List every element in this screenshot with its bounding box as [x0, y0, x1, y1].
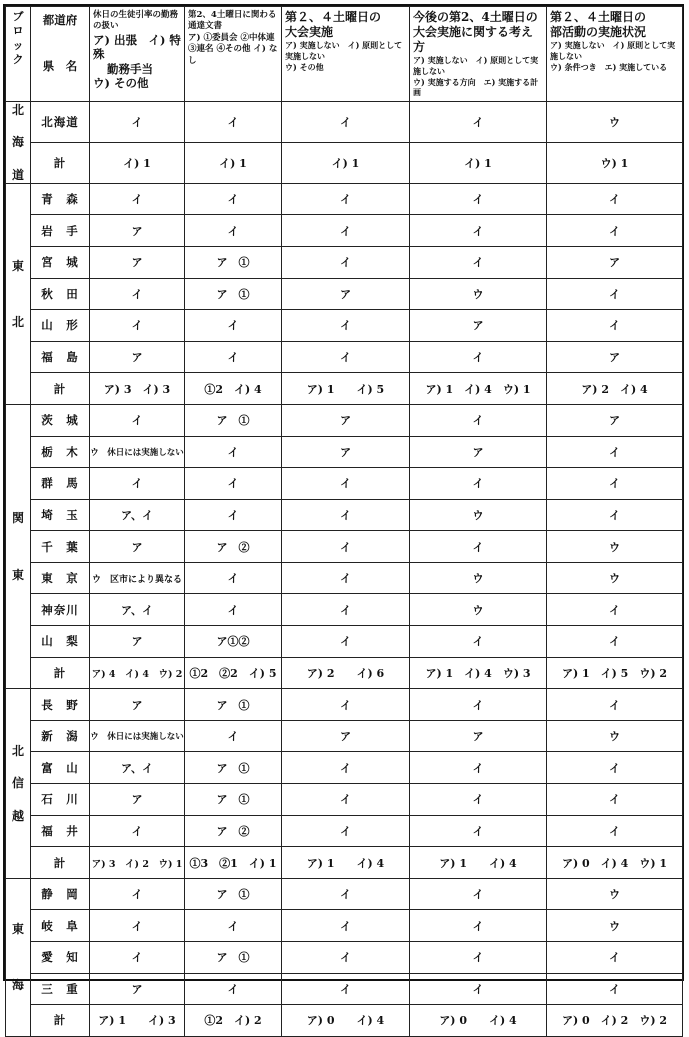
cell-c2: ア①②: [185, 626, 282, 658]
cell-c4: イ: [410, 815, 547, 847]
cell-c3: イ: [282, 183, 410, 215]
cell-c4: ア: [410, 310, 547, 342]
prefecture-name: 埼 玉: [31, 499, 90, 531]
cell-c1: ア: [90, 784, 185, 816]
table-row: [6, 278, 683, 310]
prefecture-name: 秋 田: [31, 278, 90, 310]
cell-c1: イ: [90, 404, 185, 436]
block-name-cell: [6, 404, 31, 688]
prefecture-name: 新 潟: [31, 720, 90, 752]
block-name-char: 東: [11, 922, 24, 937]
cell-c1: ア: [90, 626, 185, 658]
table-row: [6, 626, 683, 658]
cell-c2: ア ①: [185, 878, 282, 910]
cell-c2: ア ①: [185, 784, 282, 816]
cell-c5: イ: [547, 942, 683, 974]
cell-c1: イ: [90, 942, 185, 974]
block-name-cell: [6, 102, 31, 184]
cell-c5: イ: [547, 183, 683, 215]
prefecture-name: 福 井: [31, 815, 90, 847]
cell-c2: イ: [185, 562, 282, 594]
cell-c2: イ: [185, 720, 282, 752]
table-row: [6, 310, 683, 342]
table-row: [6, 341, 683, 373]
block-name-char: 関: [11, 511, 24, 526]
block-name-char: 北: [11, 744, 24, 759]
cell-c3: イ: [282, 102, 410, 143]
block-name-char: 北: [11, 314, 24, 329]
table-row: [6, 183, 683, 215]
block-name-char: 東: [11, 567, 24, 582]
cell-c1: ア: [90, 689, 185, 721]
prefecture-name: 富 山: [31, 752, 90, 784]
cell-c4: イ: [410, 973, 547, 1005]
cell-c5: イ: [547, 689, 683, 721]
total-c5: ア) 1 イ) 5 ウ) 2: [547, 657, 683, 689]
block-name-cell: [6, 689, 31, 879]
cell-c1: イ: [90, 468, 185, 500]
cell-c2: イ: [185, 102, 282, 143]
cell-c5: ウ: [547, 562, 683, 594]
survey-table: [5, 6, 683, 1037]
cell-c3: ア: [282, 436, 410, 468]
total-c5: ア) 0 イ) 2 ウ) 2: [547, 1005, 683, 1037]
table-row: [6, 531, 683, 563]
cell-c4: イ: [410, 784, 547, 816]
header-row: [6, 7, 683, 102]
prefecture-name: 宮 城: [31, 246, 90, 278]
cell-c1: ア、イ: [90, 499, 185, 531]
cell-c5: イ: [547, 310, 683, 342]
cell-c3: イ: [282, 468, 410, 500]
cell-c5: ウ: [547, 102, 683, 143]
table-row: [6, 246, 683, 278]
cell-c1: イ: [90, 278, 185, 310]
cell-c1: ア: [90, 341, 185, 373]
table-row: [6, 942, 683, 974]
total-c2: ①2 イ) 2: [185, 1005, 282, 1037]
total-label: 計: [31, 657, 90, 689]
cell-c3: イ: [282, 341, 410, 373]
block-name-char: 海: [11, 978, 24, 993]
total-c1: イ) 1: [90, 142, 185, 183]
table-row: [6, 720, 683, 752]
header-col2: 第2、4土曜日に関わる 通達文書 ア) ①委員会 ②中体連 ③連名 ④その他 イ) なし: [185, 7, 282, 102]
cell-c3: ア: [282, 404, 410, 436]
total-c1: ア) 4 イ) 4 ウ) 2: [90, 657, 185, 689]
cell-c5: イ: [547, 752, 683, 784]
cell-c2: ア ②: [185, 531, 282, 563]
cell-c5: ア: [547, 404, 683, 436]
cell-c2: イ: [185, 594, 282, 626]
cell-c2: ア ②: [185, 815, 282, 847]
cell-c4: イ: [410, 626, 547, 658]
cell-c5: ウ: [547, 910, 683, 942]
block-name-cell: [6, 878, 31, 1036]
cell-c4: イ: [410, 102, 547, 143]
cell-c2: イ: [185, 215, 282, 247]
prefecture-name: 愛 知: [31, 942, 90, 974]
total-c4: ア) 0 イ) 4: [410, 1005, 547, 1037]
cell-c2: イ: [185, 341, 282, 373]
table-row: [6, 562, 683, 594]
cell-c2: イ: [185, 468, 282, 500]
table-row: [6, 215, 683, 247]
cell-c4: イ: [410, 215, 547, 247]
cell-c1: ア: [90, 215, 185, 247]
table-row: [6, 784, 683, 816]
prefecture-name: 三 重: [31, 973, 90, 1005]
cell-c3: イ: [282, 752, 410, 784]
total-label: 計: [31, 847, 90, 879]
cell-c5: ウ: [547, 878, 683, 910]
cell-c4: イ: [410, 183, 547, 215]
total-c1: ア) 1 イ) 3: [90, 1005, 185, 1037]
cell-c4: イ: [410, 878, 547, 910]
header-prefecture: 都道府 県 名: [31, 7, 90, 102]
block-name-char: 東: [11, 258, 24, 273]
cell-c4: ウ: [410, 278, 547, 310]
cell-c1: ア、イ: [90, 752, 185, 784]
total-label: 計: [31, 1005, 90, 1037]
total-c3: ア) 0 イ) 4: [282, 1005, 410, 1037]
block-name-char: 信: [11, 776, 24, 791]
cell-c2: イ: [185, 973, 282, 1005]
cell-c4: イ: [410, 752, 547, 784]
table-row: [6, 878, 683, 910]
header-col3: 第２、４土曜日の 大会実施 ア) 実施しない イ) 原則として実施しない ウ) その他: [282, 7, 410, 102]
total-c2: ①3 ②1 イ) 1: [185, 847, 282, 879]
cell-c1: ア: [90, 531, 185, 563]
total-c3: ア) 1 イ) 5: [282, 373, 410, 405]
cell-c5: イ: [547, 815, 683, 847]
cell-c3: ア: [282, 278, 410, 310]
cell-c5: イ: [547, 626, 683, 658]
table-row: [6, 752, 683, 784]
prefecture-name: 山 形: [31, 310, 90, 342]
cell-c1: イ: [90, 815, 185, 847]
total-c1: ア) 3 イ) 3: [90, 373, 185, 405]
block-name-char: 海: [11, 135, 24, 150]
cell-c4: イ: [410, 910, 547, 942]
table-row: [6, 436, 683, 468]
cell-c2: イ: [185, 499, 282, 531]
header-col5: 第２、４土曜日の 部活動の実施状況 ア) 実施しない イ) 原則として実施しない ウ) 条件つき エ) 実施している: [547, 7, 683, 102]
cell-c2: ア ①: [185, 278, 282, 310]
total-c2: ①2 ②2 イ) 5: [185, 657, 282, 689]
cell-c1: イ: [90, 310, 185, 342]
cell-c1: イ: [90, 102, 185, 143]
total-c5: ウ) 1: [547, 142, 683, 183]
total-label: 計: [31, 142, 90, 183]
block-name-char: 北: [11, 103, 24, 118]
prefecture-name: 岩 手: [31, 215, 90, 247]
table-row: [6, 468, 683, 500]
cell-c5: イ: [547, 278, 683, 310]
prefecture-name: 群 馬: [31, 468, 90, 500]
cell-c1: ウ 休日には実施しない: [90, 720, 185, 752]
survey-table-sheet: [3, 4, 684, 1028]
cell-c5: イ: [547, 436, 683, 468]
cell-c3: イ: [282, 215, 410, 247]
prefecture-name: 静 岡: [31, 878, 90, 910]
prefecture-name: 青 森: [31, 183, 90, 215]
cell-c5: イ: [547, 784, 683, 816]
cell-c4: イ: [410, 246, 547, 278]
total-row: [6, 657, 683, 689]
cell-c2: ア ①: [185, 689, 282, 721]
cell-c4: イ: [410, 689, 547, 721]
cell-c2: ア ①: [185, 752, 282, 784]
cell-c3: イ: [282, 246, 410, 278]
table-row: [6, 594, 683, 626]
block-name-cell: [6, 183, 31, 404]
cell-c3: ア: [282, 720, 410, 752]
total-c5: ア) 0 イ) 4 ウ) 1: [547, 847, 683, 879]
prefecture-name: 茨 城: [31, 404, 90, 436]
cell-c1: ウ 休日には実施しない: [90, 436, 185, 468]
total-c1: ア) 3 イ) 2 ウ) 1: [90, 847, 185, 879]
cell-c3: イ: [282, 562, 410, 594]
header-col1: 休日の生徒引率の勤務の扱い ア) 出張 イ) 特殊 勤務手当 ウ) その他: [90, 7, 185, 102]
cell-c1: イ: [90, 910, 185, 942]
cell-c2: イ: [185, 910, 282, 942]
total-c2: イ) 1: [185, 142, 282, 183]
cell-c5: イ: [547, 594, 683, 626]
total-c3: ア) 2 イ) 6: [282, 657, 410, 689]
prefecture-name: 石 川: [31, 784, 90, 816]
cell-c3: イ: [282, 310, 410, 342]
cell-c3: イ: [282, 942, 410, 974]
total-c4: イ) 1: [410, 142, 547, 183]
cell-c5: ア: [547, 341, 683, 373]
prefecture-name: 千 葉: [31, 531, 90, 563]
cell-c2: イ: [185, 310, 282, 342]
cell-c3: イ: [282, 878, 410, 910]
cell-c4: イ: [410, 468, 547, 500]
cell-c3: イ: [282, 499, 410, 531]
prefecture-name: 神奈川: [31, 594, 90, 626]
cell-c1: ア: [90, 246, 185, 278]
prefecture-name: 東 京: [31, 562, 90, 594]
cell-c1: イ: [90, 183, 185, 215]
table-row: [6, 404, 683, 436]
cell-c5: ウ: [547, 720, 683, 752]
cell-c5: ア: [547, 246, 683, 278]
cell-c5: イ: [547, 215, 683, 247]
cell-c4: ア: [410, 436, 547, 468]
cell-c3: イ: [282, 784, 410, 816]
cell-c4: イ: [410, 404, 547, 436]
cell-c2: ア ①: [185, 246, 282, 278]
block-name-char: 越: [11, 808, 24, 823]
cell-c1: イ: [90, 878, 185, 910]
prefecture-name: 岐 阜: [31, 910, 90, 942]
table-row: [6, 910, 683, 942]
total-label: 計: [31, 373, 90, 405]
total-c4: ア) 1 イ) 4 ウ) 3: [410, 657, 547, 689]
cell-c3: イ: [282, 594, 410, 626]
cell-c3: イ: [282, 689, 410, 721]
cell-c4: イ: [410, 942, 547, 974]
table-row: [6, 815, 683, 847]
header-col4: 今後の第2、4土曜日の 大会実施に関する考え方 ア) 実施しない イ) 原則として実施しない ウ) 実施する方向 エ) 実施する計画: [410, 7, 547, 102]
total-c4: ア) 1 イ) 4: [410, 847, 547, 879]
cell-c3: イ: [282, 973, 410, 1005]
total-c2: ①2 イ) 4: [185, 373, 282, 405]
cell-c4: イ: [410, 341, 547, 373]
cell-c3: イ: [282, 910, 410, 942]
cell-c1: ア、イ: [90, 594, 185, 626]
cell-c3: イ: [282, 815, 410, 847]
total-row: [6, 1005, 683, 1037]
total-row: [6, 373, 683, 405]
cell-c2: ア ①: [185, 404, 282, 436]
cell-c4: イ: [410, 531, 547, 563]
prefecture-name: 福 島: [31, 341, 90, 373]
prefecture-name: 栃 木: [31, 436, 90, 468]
cell-c3: イ: [282, 531, 410, 563]
block-name-char: 道: [11, 167, 24, 182]
table-row: [6, 689, 683, 721]
cell-c5: イ: [547, 468, 683, 500]
cell-c1: ア: [90, 973, 185, 1005]
cell-c2: イ: [185, 183, 282, 215]
total-row: [6, 142, 683, 183]
cell-c5: ウ: [547, 531, 683, 563]
total-c3: イ) 1: [282, 142, 410, 183]
table-row: [6, 973, 683, 1005]
cell-c4: ウ: [410, 594, 547, 626]
cell-c3: イ: [282, 626, 410, 658]
prefecture-name: 山 梨: [31, 626, 90, 658]
table-row: [6, 102, 683, 143]
total-row: [6, 847, 683, 879]
prefecture-name: 北海道: [31, 102, 90, 143]
total-c5: ア) 2 イ) 4: [547, 373, 683, 405]
header-block: ブ ロ ッ ク: [6, 7, 31, 102]
cell-c4: ウ: [410, 562, 547, 594]
cell-c1: ウ 区市により異なる: [90, 562, 185, 594]
table-row: [6, 499, 683, 531]
total-c3: ア) 1 イ) 4: [282, 847, 410, 879]
cell-c4: ウ: [410, 499, 547, 531]
cell-c5: イ: [547, 499, 683, 531]
prefecture-name: 長 野: [31, 689, 90, 721]
cell-c2: イ: [185, 436, 282, 468]
cell-c4: ア: [410, 720, 547, 752]
cell-c2: ア ①: [185, 942, 282, 974]
cell-c5: イ: [547, 973, 683, 1005]
total-c4: ア) 1 イ) 4 ウ) 1: [410, 373, 547, 405]
